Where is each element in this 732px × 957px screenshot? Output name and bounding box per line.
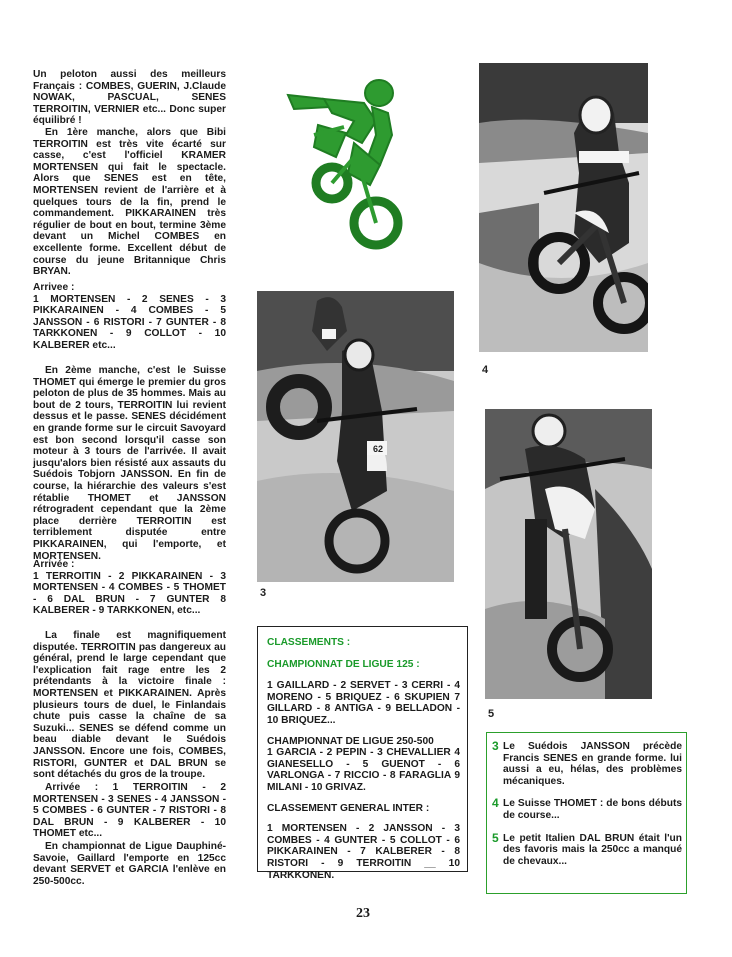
green-motocross-logo	[284, 73, 404, 253]
caption-text: Le petit Italien DAL BRUN était l'un des favoris mais la 250cc a manqué de chevaux...	[503, 832, 682, 867]
caption-number: 4	[492, 796, 499, 811]
caption-text: Le Suédois JANSSON précède Francis SENES en grande forme. lui aussi a eu, hélas, des problèmes mécaniques.	[503, 741, 682, 787]
photo-jansson-senes	[257, 291, 454, 582]
inter-results: 1 MORTENSEN - 2 JANSSON - 3 COMBES - 4 GUNTER - 5 COLLOT - 6 PIKKARAINEN - 7 KALBERER - 8 RISTORI - 9 TERROITIN __ 10 TARKKONEN.	[267, 823, 460, 881]
arrival-results: 1 TERROITIN - 2 PIKKARAINEN - 3 MORTENSEN - 4 COMBES - 5 THOMET - 6 DAL BRUN - 7 GUNTER 8 KALBERER - 9 TARKKONEN, etc...	[33, 570, 226, 617]
photo-thomet	[479, 63, 648, 352]
photo-label-5: 5	[488, 708, 495, 720]
paragraph-manche1: En 1ère manche, alors que Bibi TERROITIN est très vite écarté sur casse, c'est l'officiel KRAMER MORTENSEN qui fait le spectacle. Alors que SENES est en tête, MORTENSEN revient de l'arrière et à quelques tours de la fin, prend le commandement. PIKKARAINEN très régulier de bout en bout, termine 3ème devant un Michel COMBES en excellente forme. Excellent début de course du jeune Britannique Chris BRYAN.	[33, 126, 226, 278]
paragraph-ligue: En championnat de Ligue Dauphiné-Savoie, Gaillard l'emporte en 125cc devant SERVET et GARCIA l'enlève en 250-500cc.	[33, 841, 226, 887]
article-ligue	[33, 841, 226, 887]
caption-number: 3	[492, 739, 499, 753]
photo-label-4: 4	[482, 364, 489, 376]
paragraph-peloton: Un peloton aussi des meilleurs Français : COMBES, GUERIN, J.Claude NOWAK, PASCUAL, SENES TERROITIN, VERNIER etc... Donc super équilibré !	[33, 69, 226, 127]
arrival-results: 1 MORTENSEN - 2 SENES - 3 PIKKARAINEN - 4 COMBES - 5 JANSSON - 6 RISTORI - 7 GUNTER - 8 TARKKONEN - 9 COLLOT - 10 KALBERER etc...	[33, 293, 226, 351]
classements-title: CLASSEMENTS :	[267, 637, 351, 648]
classements-box	[257, 626, 468, 881]
arrival-manche1	[33, 282, 226, 352]
arrival-finale	[33, 782, 226, 840]
ligue250-results: 1 GARCIA - 2 PEPIN - 3 CHEVALLIER 4 GIANESELLO - 5 GUENOT - 6 VARLONGA - 7 RICCIO - 8 FARAGLIA 9 MILANI - 10 GRIVAZ.	[267, 747, 460, 793]
photo-label-3: 3	[260, 587, 267, 599]
ligue125-results: 1 GAILLARD - 2 SERVET - 3 CERRI - 4 MORENO - 5 BRIQUEZ - 6 SKUPIEN 7 GILLARD - 8 ANTIGA - 9 BELLADON - 10 BRIQUEZ...	[267, 680, 460, 726]
captions-box	[486, 732, 687, 894]
arrival-finale-results: Arrivée : 1 TERROITIN - 2 MORTENSEN - 3 SENES - 4 JANSSON - 5 COMBES - 6 GUNTER - 7 RISTORI - 8 DAL BRUN - 9 KALBERER - 10 THOMET etc...	[33, 782, 226, 840]
article-manche2	[33, 365, 226, 562]
paragraph-finale: La finale est magnifiquement disputée. TERROITIN pas dangereux au général, prend le large cependant que l'explication fait rage entre les 2 prétendants à la victoire finale : MORTENSEN et PIKKARAINEN. Après plusieurs tours de duel, le Finlandais chute puis casse la chaîne de sa Suzuki... SENES se défend comme un beau diable devant le Suédois JANSSON. Encore une fois, COMBES, RISTORI, GUNTER et DAL BRUN se sont détachés du gros de la troupe.	[33, 630, 226, 781]
arrival-label: Arrivée :	[33, 559, 75, 570]
paragraph-manche2: En 2ème manche, c'est le Suisse THOMET qui émerge le premier du gros peloton de plus de 35 hommes. Mais au bout de 2 tours, TERROITIN lui revient dessus et le passe. SENES décidément en grande forme sur le circuit Savoyard est bon second lorsqu'il casse son moteur à 3 tours de l'arrivée. Il avait jusqu'alors bien résisté aux assauts du Suédois Tobjorn JANSSON. En fin de course, la hiérarchie des valeurs s'est rétablie THOMET et JANSSON rétrogradent cependant que la 2ème place derrière TERROITIN est terriblement disputée entre PIKKARAINEN, qui l'emporte, et MORTENSEN.	[33, 365, 226, 562]
article-finale	[33, 630, 226, 781]
page-number: 23	[356, 906, 370, 921]
article-intro	[33, 69, 226, 278]
caption-5	[492, 830, 682, 868]
arrival-label: Arrivee :	[33, 282, 75, 293]
caption-number: 5	[492, 830, 499, 845]
ligue250-title: CHAMPIONNAT DE LIGUE 250-500	[267, 735, 434, 747]
ligue125-title: CHAMPIONNAT DE LIGUE 125 :	[267, 658, 420, 670]
arrival-manche2	[33, 559, 226, 617]
caption-text: Le Suisse THOMET : de bons débuts de course...	[503, 798, 682, 821]
caption-4	[492, 798, 682, 821]
caption-3	[492, 741, 682, 787]
number-plate-text: 62	[373, 444, 384, 454]
photo-dal-brun	[485, 409, 652, 699]
inter-title: CLASSEMENT GENERAL INTER :	[267, 802, 430, 814]
